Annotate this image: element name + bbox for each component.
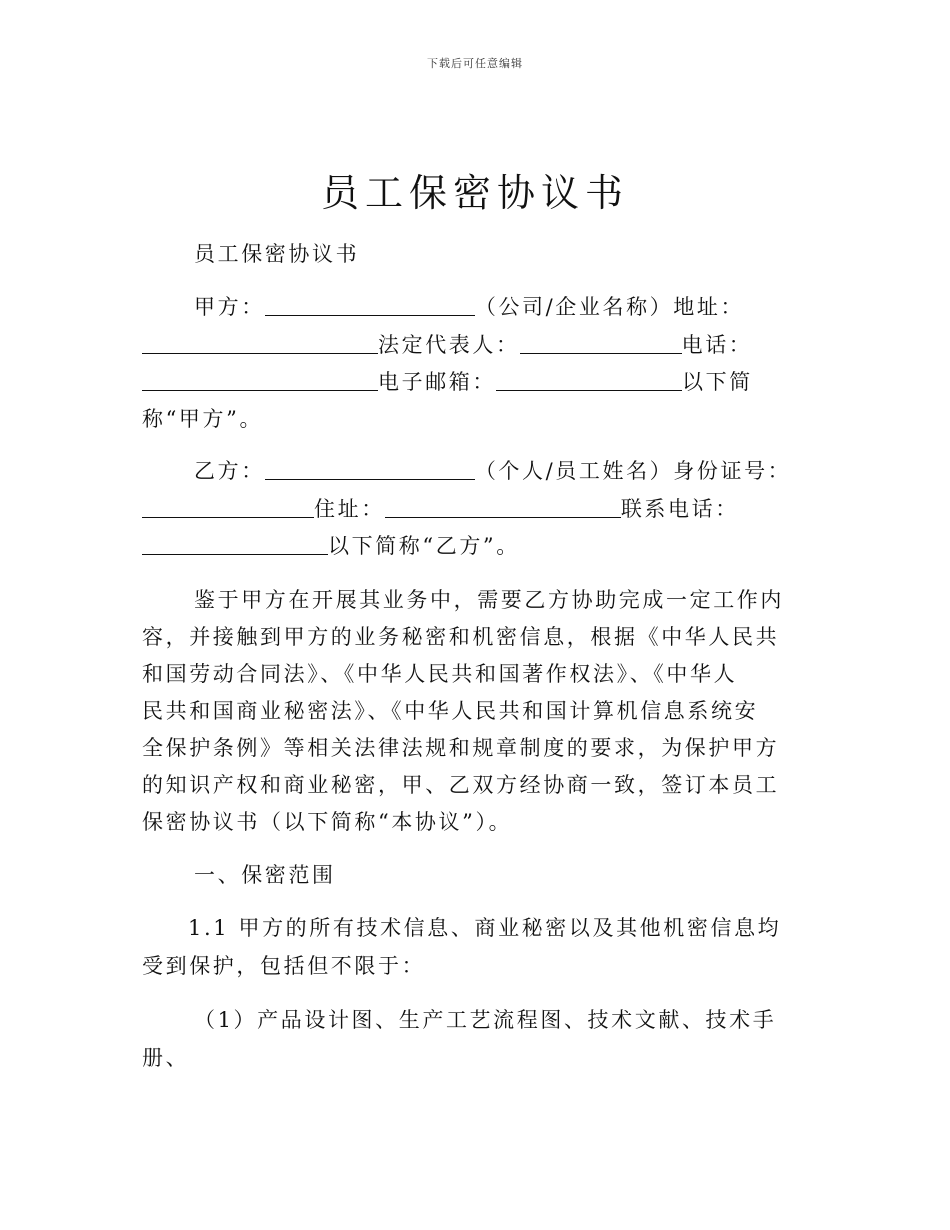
preamble-line: 全保护条例》等相关法律法规和规章制度的要求，为保护甲方: [142, 736, 780, 760]
party-b-line-1: [194, 453, 791, 490]
party-a-abbr-pre: 以下简: [682, 370, 753, 394]
party-a-email-blank: [496, 366, 682, 391]
item-1-line-2: 册、: [142, 1046, 190, 1070]
party-b-id-blank: [142, 493, 314, 518]
party-b-name-hint: （个人/员工姓名）身份证号：: [474, 459, 792, 483]
party-b-line-2: [142, 491, 739, 528]
subtitle-line: 员工保密协议书: [194, 242, 360, 266]
party-a-name-blank: [265, 291, 475, 316]
party-b-contact-label: 联系电话：: [620, 497, 739, 521]
party-a-phone-label: 电话：: [681, 333, 753, 357]
party-a-line-2: [142, 327, 752, 364]
party-a-abbr-post: 称“甲方”。: [142, 407, 264, 431]
party-a-phone-blank: [142, 366, 378, 391]
party-b-name-blank: [265, 455, 475, 480]
header-note: 下载后可任意编辑: [427, 57, 523, 70]
party-b-address-label: 住址：: [314, 497, 385, 521]
clause-1-1-line-1: 1.1 甲方的所有技术信息、商业秘密以及其他机密信息均: [188, 916, 782, 940]
party-a-label: 甲方：: [194, 295, 265, 319]
preamble-line: 和国劳动合同法》、《中华人民共和国著作权法》、《中华人: [142, 662, 738, 686]
preamble-line: 的知识产权和商业秘密，甲、乙双方经协商一致，签订本员工: [142, 773, 780, 797]
preamble-line: 民共和国商业秘密法》、《中华人民共和国计算机信息系统安: [142, 699, 759, 723]
party-b-address-blank: [385, 493, 621, 518]
clause-1-1-line-2: 受到保护，包括但不限于：: [142, 954, 426, 978]
item-1-line-1: （1）产品设计图、生产工艺流程图、技术文献、技术手: [194, 1008, 777, 1032]
party-a-line-1: [194, 289, 744, 326]
party-b-contact-blank: [142, 530, 328, 555]
party-a-legal-rep-blank: [520, 329, 682, 354]
party-b-label: 乙方：: [194, 459, 265, 483]
party-a-legal-rep-label: 法定代表人：: [378, 333, 520, 357]
party-b-abbr: 以下简称“乙方”。: [328, 534, 520, 558]
party-a-address-blank: [142, 329, 378, 354]
preamble-line: 保密协议书（以下简称“本协议”）。: [142, 810, 513, 834]
party-a-email-label: 电子邮箱：: [378, 370, 496, 394]
section-heading: 一、保密范围: [194, 863, 336, 887]
party-b-line-3: [142, 528, 520, 565]
preamble-line: 鉴于甲方在开展其业务中，需要乙方协助完成一定工作内: [194, 588, 784, 612]
party-a-line-3: [142, 364, 753, 401]
document-title: 员工保密协议书: [320, 171, 629, 215]
party-a-name-hint: （公司/企业名称）地址：: [474, 295, 745, 319]
preamble-line: 容，并接触到甲方的业务秘密和机密信息，根据《中华人民共: [142, 625, 780, 649]
